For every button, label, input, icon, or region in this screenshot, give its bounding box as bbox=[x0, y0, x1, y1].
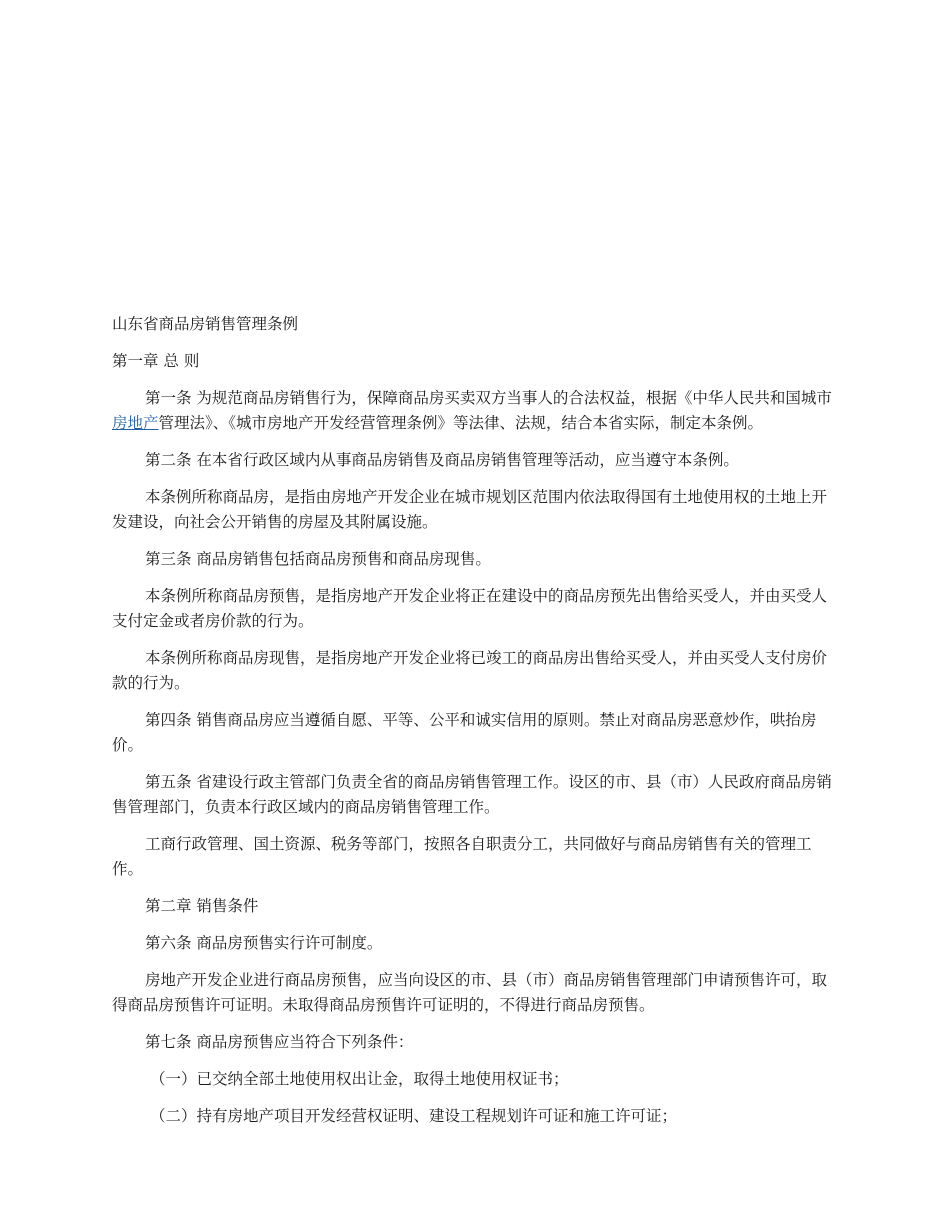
document-title: 山东省商品房销售管理条例 bbox=[112, 315, 299, 333]
article-3-paragraph-3: 本条例所称商品房现售，是指房地产开发企业将已竣工的商品房出售给买受人，并由买受人支付房价款的行为。 bbox=[112, 649, 828, 692]
article-7: 第七条 商品房预售应当符合下列条件： bbox=[145, 1033, 414, 1051]
article-1-text-a: 第一条 为规范商品房销售行为，保障商品房买卖双方当事人的合法权益，根据《中华人民共和国城市 bbox=[145, 389, 832, 407]
article-7-item-2: （二）持有房地产项目开发经营权证明、建设工程规划许可证和施工许可证； bbox=[150, 1107, 678, 1125]
chapter-heading-2: 第二章 销售条件 bbox=[145, 897, 259, 915]
article-3: 第三条 商品房销售包括商品房预售和商品房现售。 bbox=[145, 550, 491, 568]
article-3-paragraph-2: 本条例所称商品房预售，是指房地产开发企业将正在建设中的商品房预先出售给买受人，并由买受人支付定金或者房价款的行为。 bbox=[112, 587, 828, 630]
article-2: 第二条 在本省行政区域内从事商品房销售及商品房销售管理等活动，应当遵守本条例。 bbox=[145, 451, 739, 469]
article-1 bbox=[112, 386, 842, 436]
article-1-text-b: 管理法》、《城市房地产开发经营管理条例》等法律、法规，结合本省实际，制定本条例。 bbox=[158, 414, 764, 432]
article-6: 第六条 商品房预售实行许可制度。 bbox=[145, 934, 383, 952]
article-6-paragraph-2: 房地产开发企业进行商品房预售，应当向设区的市、县（市）商品房销售管理部门申请预售许可，取得商品房预售许可证明。未取得商品房预售许可证明的，不得进行商品房预售。 bbox=[112, 971, 828, 1014]
article-2-paragraph-2: 本条例所称商品房，是指由房地产开发企业在城市规划区范围内依法取得国有土地使用权的土地上开发建设，向社会公开销售的房屋及其附属设施。 bbox=[112, 488, 828, 531]
article-5-paragraph-2: 工商行政管理、国土资源、税务等部门，按照各自职责分工，共同做好与商品房销售有关的管理工作。 bbox=[112, 835, 812, 878]
article-7-item-1: （一）已交纳全部土地使用权出让金，取得土地使用权证书； bbox=[150, 1070, 569, 1088]
article-4: 第四条 销售商品房应当遵循自愿、平等、公平和诚实信用的原则。禁止对商品房恶意炒作，哄抬房价。 bbox=[112, 711, 817, 754]
chapter-heading-1: 第一章 总 则 bbox=[112, 352, 200, 370]
real-estate-link[interactable]: 房地产 bbox=[112, 414, 159, 432]
document-body bbox=[112, 312, 842, 1141]
article-5: 第五条 省建设行政主管部门负责全省的商品房销售管理工作。设区的市、县（市）人民政府商品房销售管理部门，负责本行政区域内的商品房销售管理工作。 bbox=[112, 773, 832, 816]
